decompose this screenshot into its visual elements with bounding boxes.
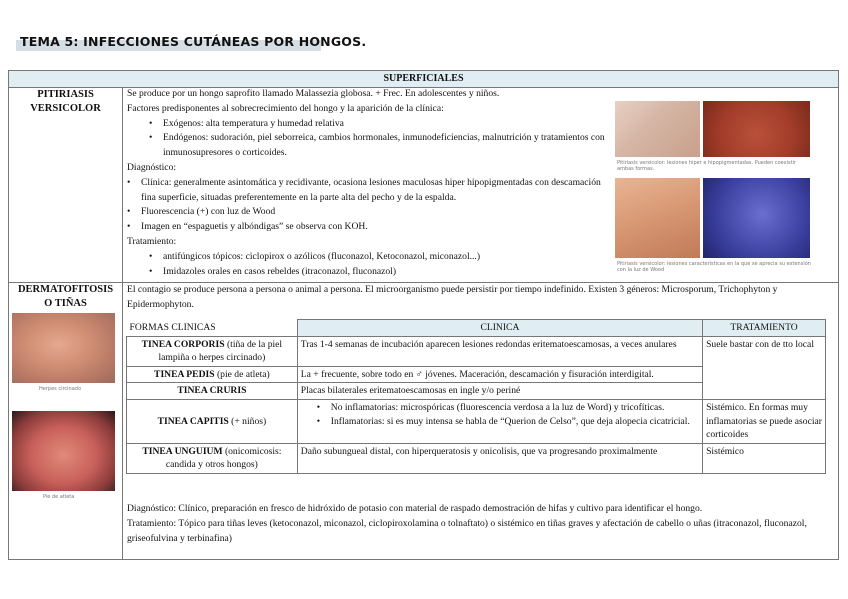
pitiriasis-photo-1 — [615, 101, 700, 157]
forma-name: TINEA CRURIS — [177, 385, 247, 397]
list-item: • Fluorescencia (+) con luz de Wood — [127, 205, 617, 220]
table-row — [127, 336, 826, 366]
clinica-cell: Daño subungueal distal, con hiperqueratosis y onicolisis, que va progresando proximalmente — [297, 443, 702, 473]
pitiriasis-name-cell — [9, 88, 123, 282]
dermatofitosis-tratamiento: Tratamiento: Tópico para tiñas leves (ketoconazol, miconazol, ciclopiroxolamina o tolnaftato) o sistémico en tiñas graves y afectación de cabello o uñas (itraconazol, fluconazol, griseofulvina y terbinafina) — [127, 517, 807, 544]
formas-clinicas-table — [126, 319, 826, 474]
table-row — [127, 443, 826, 473]
forma-cell — [127, 383, 298, 400]
dermatofitosis-intro: El contagio se produce persona a persona o animal a persona. El microorganismo puede persistir por tiempo indefinido. Existen 3 géneros: Microsporum, Trichophyton y Epidermophyton. — [127, 284, 778, 310]
pitiriasis-caption-top: Pitiriasis versicolor: lesiones hiper e hipopigmentadas. Pueden coexistir ambas formas. — [617, 160, 797, 172]
dermatofitosis-diagnostico: Diagnóstico: Clínico, preparación en fresco de hidróxido de potasio con material de raspado demostración de hifas y cultivo para identificar el hongo. — [127, 503, 703, 514]
factores-list — [127, 117, 617, 161]
summary-table — [8, 70, 839, 560]
pitiriasis-name-line1: PITIRIASIS — [37, 89, 94, 100]
forma-name: TINEA CORPORIS — [141, 338, 225, 350]
forma-detail: (onicomicosis: candida y otros hongos) — [165, 445, 282, 471]
clinica-cell — [297, 399, 702, 443]
tratamiento-local-cell: Suele bastar con de tto local — [703, 336, 826, 399]
forma-detail: (pie de atleta) — [214, 368, 270, 380]
list-item: • antifúngicos tópicos: ciclopirox o azólicos (fluconazol, Ketoconazol, miconazol...) — [127, 250, 617, 265]
section-header: SUPERFICIALES — [9, 71, 838, 88]
pitiriasis-name-line2: VERSICOLOR — [30, 103, 101, 114]
tratamiento-header: TRATAMIENTO — [703, 320, 826, 337]
tinea-pedis-caption: Pie de atleta — [43, 494, 75, 500]
list-item: • Inflamatorias: si es muy intensa se habla de “Querion de Celso”, que deja alopecia cicatricial. — [301, 415, 699, 429]
pitiriasis-photo-4 — [703, 178, 810, 258]
diagnostico-title: Diagnóstico: — [127, 161, 177, 173]
clinica-cell: Placas bilaterales eritematoescamosas en ingle y/o periné — [297, 383, 702, 400]
pitiriasis-photo-2 — [703, 101, 810, 157]
dermatofitosis-name — [9, 283, 122, 311]
factores-title: Factores predisponentes al sobrecrecimiento del hongo y la aparición de la clínica: — [127, 102, 444, 114]
pitiriasis-photo-3 — [615, 178, 700, 258]
tinea-pedis-photo — [12, 411, 115, 491]
tinea-corporis-caption: Herpes circinado — [39, 386, 82, 392]
pitiriasis-content — [127, 87, 617, 279]
forma-cell — [127, 399, 298, 443]
list-item: • Clínica: generalmente asintomática y recidivante, ocasiona lesiones maculosas hiper hipopigmentadas con descamación fina superficie, situadas preferentemente en la parte alta del pecho y de la espalda. — [127, 176, 617, 206]
forma-cell — [127, 443, 298, 473]
dermatofitosis-name-line2: O TIÑAS — [44, 298, 87, 309]
tratamiento-list — [127, 250, 617, 280]
forma-cell — [127, 366, 298, 383]
list-item: • Imidazoles orales en casos rebeldes (itraconazol, fluconazol) — [127, 265, 617, 280]
tratamiento-title: Tratamiento: — [127, 235, 177, 247]
table-row — [127, 399, 826, 443]
dermatofitosis-name-cell — [9, 283, 123, 559]
clinica-cell: La + frecuente, sobre todo en ♂ jóvenes. Maceración, descamación y fisuración interdigital. — [297, 366, 702, 383]
tinea-corporis-photo — [12, 313, 115, 383]
page-title: TEMA 5: INFECCIONES CUTÁNEAS POR HONGOS. — [20, 34, 367, 49]
forma-name: TINEA UNGUIUM — [142, 445, 223, 457]
formas-header: FORMAS CLINICAS — [127, 320, 298, 337]
forma-cell — [127, 336, 298, 366]
diagnostico-list — [127, 176, 617, 235]
forma-detail: (+ niños) — [228, 415, 267, 427]
pitiriasis-name — [9, 88, 122, 116]
clinica-cell: Tras 1-4 semanas de incubación aparecen lesiones redondas eritematoescamosas, a veces anulares — [297, 336, 702, 366]
dermatofitosis-footer — [127, 502, 837, 546]
forma-name: TINEA PEDIS — [154, 368, 215, 380]
clinica-header: CLINICA — [297, 320, 702, 337]
tratamiento-sistemico-cell: Sistémico. En formas muy inflamatorias se puede asociar corticoides — [703, 399, 826, 443]
pitiriasis-caption-bottom: Pitiriasis versicolor: lesiones características en la que se aprecia su extensión con la luz de Wood — [617, 261, 811, 273]
list-item: • Imagen en “espaguetis y albóndigas” se observa con KOH. — [127, 220, 617, 235]
list-item: • No inflamatorias: microspóricas (fluorescencia verdosa a la luz de Word) y tricofíticas. — [301, 401, 699, 415]
list-item: • Exógenos: alta temperatura y humedad relativa — [127, 117, 617, 132]
dermatofitosis-name-line1: DERMATOFITOSIS — [17, 284, 114, 295]
forma-detail: (tiña de la piel lampiña o herpes circinado) — [158, 338, 283, 364]
list-item: • Endógenos: sudoración, piel seborreica, cambios hormonales, inmunodeficiencias, malnutrición y tratamientos con inmunosupresores o corticoides. — [127, 131, 617, 161]
tratamiento-sistemico-cell: Sistémico — [703, 443, 826, 473]
pitiriasis-intro: Se produce por un hongo saprofito llamado Malassezia globosa. + Frec. En adolescentes y niños. — [127, 88, 500, 99]
forma-name: TINEA CAPITIS — [157, 415, 229, 427]
